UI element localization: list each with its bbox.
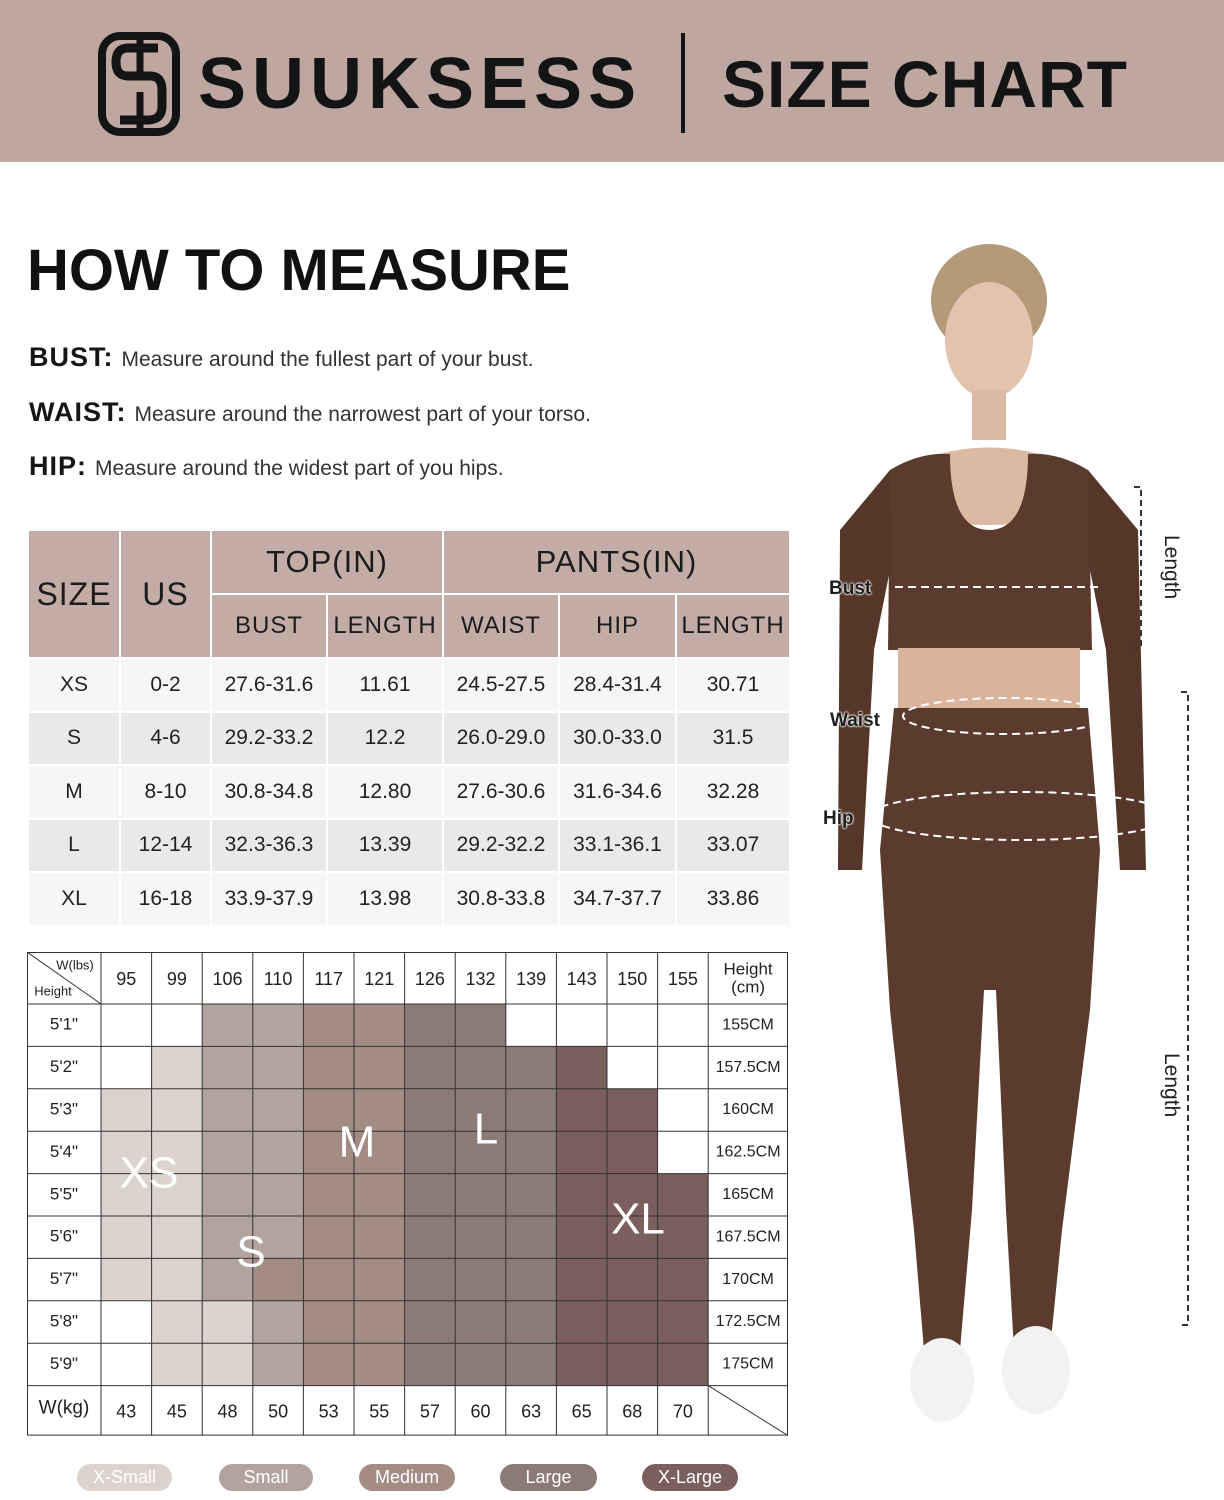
grid-cell	[455, 1046, 506, 1088]
header-top: TOP(IN)	[211, 530, 443, 594]
size-region-label: XL	[611, 1194, 665, 1244]
grid-cell	[506, 1089, 557, 1131]
table-cell: 27.6-31.6	[211, 658, 327, 712]
table-cell: 33.1-36.1	[559, 819, 676, 873]
grid-cell	[101, 1089, 152, 1131]
table-cell: 33.9-37.9	[211, 872, 327, 926]
table-cell: 12.2	[327, 712, 443, 766]
grid-cell	[607, 1131, 658, 1173]
height-cm-label: 172.5CM	[715, 1313, 781, 1331]
table-cell: 28.4-31.4	[559, 658, 676, 712]
table-cell: 33.86	[676, 872, 790, 926]
grid-cell	[303, 1258, 354, 1300]
grid-cell	[253, 1004, 304, 1046]
grid-cell	[354, 1216, 405, 1258]
height-cm-label: 162.5CM	[715, 1143, 781, 1161]
grid-cell	[658, 1258, 709, 1300]
grid-cell	[455, 1258, 506, 1300]
how-to-measure-title: HOW TO MEASURE	[27, 238, 571, 303]
grid-cell	[303, 1301, 354, 1343]
grid-cell	[152, 1258, 203, 1300]
grid-cell	[405, 1301, 456, 1343]
weight-lbs-label: 121	[364, 968, 395, 989]
grid-cell	[658, 1216, 709, 1258]
legend-x-small: X-Small	[77, 1464, 172, 1491]
grid-cell	[506, 1046, 557, 1088]
grid-cell	[405, 1343, 456, 1385]
weight-kg-label: 53	[318, 1401, 339, 1422]
table-cell: 30.0-33.0	[559, 712, 676, 766]
grid-cell	[202, 1131, 253, 1173]
table-row	[28, 765, 790, 819]
table-row	[28, 819, 790, 873]
grid-cell	[556, 1004, 607, 1046]
table-cell: M	[28, 765, 120, 819]
grid-cell	[556, 1343, 607, 1385]
grid-cell	[506, 1174, 557, 1216]
grid-cell	[607, 1089, 658, 1131]
table-cell: 34.7-37.7	[559, 872, 676, 926]
size-region-label: XS	[119, 1148, 179, 1198]
grid-cell	[202, 1174, 253, 1216]
pants-length-label: Length	[1160, 1053, 1183, 1118]
grid-cell	[354, 1258, 405, 1300]
waist-instruction	[29, 398, 591, 429]
grid-cell	[607, 1004, 658, 1046]
grid-cell	[354, 1301, 405, 1343]
table-cell: L	[28, 819, 120, 873]
table-cell: 32.3-36.3	[211, 819, 327, 873]
grid-cell	[506, 1004, 557, 1046]
table-row	[28, 712, 790, 766]
height-cm-label: 160CM	[722, 1101, 774, 1119]
model-illustration	[800, 230, 1220, 1495]
table-cell: 29.2-32.2	[443, 819, 559, 873]
size-region-label: S	[236, 1227, 266, 1277]
grid-cell	[607, 1343, 658, 1385]
weight-lbs-label: 126	[414, 968, 445, 989]
grid-cell	[607, 1301, 658, 1343]
grid-cell	[405, 1174, 456, 1216]
height-weight-grid	[27, 952, 788, 1438]
table-cell: 4-6	[120, 712, 211, 766]
table-cell: 30.71	[676, 658, 790, 712]
grid-cell	[354, 1343, 405, 1385]
grid-cell	[152, 1046, 203, 1088]
legend-large: Large	[500, 1464, 597, 1491]
size-region-label: M	[338, 1117, 376, 1167]
weight-lbs-label: 95	[116, 968, 137, 989]
weight-lbs-label: 106	[212, 968, 243, 989]
height-cm-header: (cm)	[731, 977, 766, 997]
grid-cell	[303, 1046, 354, 1088]
table-cell: 13.98	[327, 872, 443, 926]
grid-cell	[202, 1089, 253, 1131]
grid-cell	[202, 1301, 253, 1343]
height-cm-label: 170CM	[722, 1270, 774, 1288]
weight-lbs-label: 110	[263, 968, 293, 989]
bust-label: Bust	[829, 578, 872, 599]
table-cell: 30.8-33.8	[443, 872, 559, 926]
header-pants-length: LENGTH	[676, 594, 790, 658]
model-figure	[800, 230, 1220, 1495]
grid-cell	[607, 1258, 658, 1300]
waist-description: Measure around the narrowest part of your torso.	[134, 403, 591, 426]
grid-cell	[101, 1258, 152, 1300]
grid-cell	[101, 1046, 152, 1088]
grid-cell	[101, 1216, 152, 1258]
grid-cell	[455, 1301, 506, 1343]
weight-lbs-label: 132	[465, 968, 496, 989]
grid-cell	[405, 1046, 456, 1088]
grid-cell	[253, 1089, 304, 1131]
hip-instruction	[29, 452, 504, 483]
size-table-body	[28, 658, 790, 926]
grid-cell	[253, 1174, 304, 1216]
grid-cell	[658, 1089, 709, 1131]
grid-cell	[556, 1216, 607, 1258]
header-divider	[681, 33, 685, 133]
grid-cell	[658, 1004, 709, 1046]
grid-cell	[253, 1046, 304, 1088]
grid-cell	[455, 1216, 506, 1258]
weight-lbs-label: 150	[617, 968, 648, 989]
table-cell: 13.39	[327, 819, 443, 873]
grid-cell	[658, 1343, 709, 1385]
grid-cell	[152, 1216, 203, 1258]
header-top-length: LENGTH	[327, 594, 443, 658]
weight-kg-label: 63	[521, 1401, 542, 1422]
grid-cell	[658, 1131, 709, 1173]
height-ft-label: 5'7"	[49, 1269, 79, 1289]
weight-kg-label: 70	[672, 1401, 693, 1422]
grid-cell	[152, 1004, 203, 1046]
grid-cell	[152, 1301, 203, 1343]
grid-cell	[506, 1301, 557, 1343]
height-ft-label: 5'2"	[49, 1057, 79, 1077]
table-cell: 29.2-33.2	[211, 712, 327, 766]
weight-lbs-label: 155	[667, 968, 698, 989]
height-ft-label: 5'1"	[49, 1014, 79, 1034]
grid-cell	[405, 1216, 456, 1258]
table-cell: 12-14	[120, 819, 211, 873]
grid-cell	[506, 1343, 557, 1385]
header-us: US	[120, 530, 211, 658]
table-cell: 32.28	[676, 765, 790, 819]
weight-kg-label: 68	[622, 1401, 643, 1422]
header-hip: HIP	[559, 594, 676, 658]
grid-cell	[506, 1216, 557, 1258]
legend-small: Small	[219, 1464, 313, 1491]
grid-cell	[202, 1343, 253, 1385]
table-cell: XL	[28, 872, 120, 926]
height-ft-label: 5'9"	[49, 1353, 79, 1373]
size-region-label: L	[473, 1104, 499, 1154]
table-cell: 0-2	[120, 658, 211, 712]
weight-kg-label: 65	[571, 1401, 592, 1422]
height-ft-label: 5'5"	[49, 1184, 79, 1204]
grid-cell	[152, 1089, 203, 1131]
weight-kg-label: 60	[470, 1401, 491, 1422]
header-banner	[0, 0, 1224, 162]
grid-cell	[101, 1004, 152, 1046]
table-row	[28, 872, 790, 926]
header-pants: PANTS(IN)	[443, 530, 790, 594]
brand-logo-icon	[98, 32, 180, 136]
height-cm-label: 175CM	[722, 1355, 774, 1373]
corner-height-label: Height	[34, 983, 72, 999]
height-cm-header: Height	[723, 959, 773, 979]
brand-name: SUUKSESS	[198, 44, 643, 124]
table-cell: 31.6-34.6	[559, 765, 676, 819]
height-cm-label: 167.5CM	[715, 1228, 781, 1246]
height-ft-label: 5'6"	[49, 1226, 79, 1246]
weight-kg-label: 50	[268, 1401, 289, 1422]
weight-kg-label: 57	[419, 1401, 440, 1422]
header-waist: WAIST	[443, 594, 559, 658]
weight-kg-title: W(kg)	[38, 1397, 90, 1419]
height-cm-label: 165CM	[722, 1186, 774, 1204]
grid-cell	[405, 1004, 456, 1046]
bust-instruction	[29, 343, 534, 374]
table-cell: 33.07	[676, 819, 790, 873]
height-ft-label: 5'8"	[49, 1311, 79, 1331]
weight-kg-label: 45	[166, 1401, 187, 1422]
table-cell: 30.8-34.8	[211, 765, 327, 819]
weight-lbs-label: 139	[516, 968, 547, 989]
table-cell: 24.5-27.5	[443, 658, 559, 712]
grid-cell	[354, 1174, 405, 1216]
grid-cell	[556, 1089, 607, 1131]
weight-kg-label: 55	[369, 1401, 390, 1422]
grid-cell	[658, 1046, 709, 1088]
grid-cell	[506, 1131, 557, 1173]
hip-description: Measure around the widest part of you hips.	[95, 457, 504, 480]
grid-cell	[303, 1216, 354, 1258]
grid-cell	[202, 1046, 253, 1088]
grid-cell	[253, 1301, 304, 1343]
grid-cell	[506, 1258, 557, 1300]
weight-lbs-label: 99	[166, 968, 187, 989]
table-cell: S	[28, 712, 120, 766]
height-cm-label: 157.5CM	[715, 1058, 781, 1076]
header-size: SIZE	[28, 530, 120, 658]
table-row	[28, 658, 790, 712]
grid-cell	[556, 1131, 607, 1173]
weight-kg-label: 43	[116, 1401, 137, 1422]
grid-cell	[556, 1046, 607, 1088]
grid-cell	[405, 1089, 456, 1131]
grid-cell	[303, 1343, 354, 1385]
height-weight-grid-svg	[27, 952, 788, 1438]
grid-cell	[354, 1046, 405, 1088]
grid-cell	[658, 1301, 709, 1343]
table-cell: 27.6-30.6	[443, 765, 559, 819]
grid-cell	[455, 1004, 506, 1046]
table-cell: XS	[28, 658, 120, 712]
grid-cell	[303, 1174, 354, 1216]
size-table	[27, 529, 791, 927]
kg-corner-diagonal	[708, 1386, 788, 1436]
table-cell: 11.61	[327, 658, 443, 712]
grid-cell	[354, 1004, 405, 1046]
grid-cell	[455, 1174, 506, 1216]
bust-description: Measure around the fullest part of your bust.	[121, 348, 534, 371]
table-cell: 8-10	[120, 765, 211, 819]
table-cell: 16-18	[120, 872, 211, 926]
corner-weight-label: W(lbs)	[56, 957, 94, 973]
legend-x-large: X-Large	[642, 1464, 738, 1491]
grid-cell	[405, 1131, 456, 1173]
grid-cell	[303, 1004, 354, 1046]
weight-lbs-label: 143	[566, 968, 597, 989]
grid-cell	[152, 1343, 203, 1385]
grid-cell	[253, 1131, 304, 1173]
page-title: SIZE CHART	[722, 47, 1128, 121]
header-bust: BUST	[211, 594, 327, 658]
grid-cell	[202, 1004, 253, 1046]
grid-cell	[556, 1174, 607, 1216]
legend-medium: Medium	[359, 1464, 455, 1491]
grid-cell	[556, 1258, 607, 1300]
waist-label: Waist	[830, 710, 880, 731]
weight-kg-label: 48	[217, 1401, 238, 1422]
height-ft-label: 5'4"	[49, 1141, 79, 1161]
grid-cell	[101, 1343, 152, 1385]
grid-cell	[455, 1343, 506, 1385]
grid-cell	[253, 1343, 304, 1385]
height-cm-label: 155CM	[722, 1016, 774, 1034]
grid-cell	[658, 1174, 709, 1216]
bust-term: BUST:	[29, 342, 114, 372]
weight-lbs-label: 117	[314, 968, 344, 989]
table-cell: 12.80	[327, 765, 443, 819]
grid-cell	[101, 1301, 152, 1343]
hip-label: Hip	[823, 808, 854, 829]
grid-cell	[405, 1258, 456, 1300]
grid-cell	[556, 1301, 607, 1343]
top-length-label: Length	[1160, 535, 1183, 600]
height-ft-label: 5'3"	[49, 1099, 79, 1119]
hip-term: HIP:	[29, 451, 87, 481]
grid-cell	[607, 1046, 658, 1088]
table-cell: 26.0-29.0	[443, 712, 559, 766]
waist-term: WAIST:	[29, 397, 127, 427]
table-cell: 31.5	[676, 712, 790, 766]
